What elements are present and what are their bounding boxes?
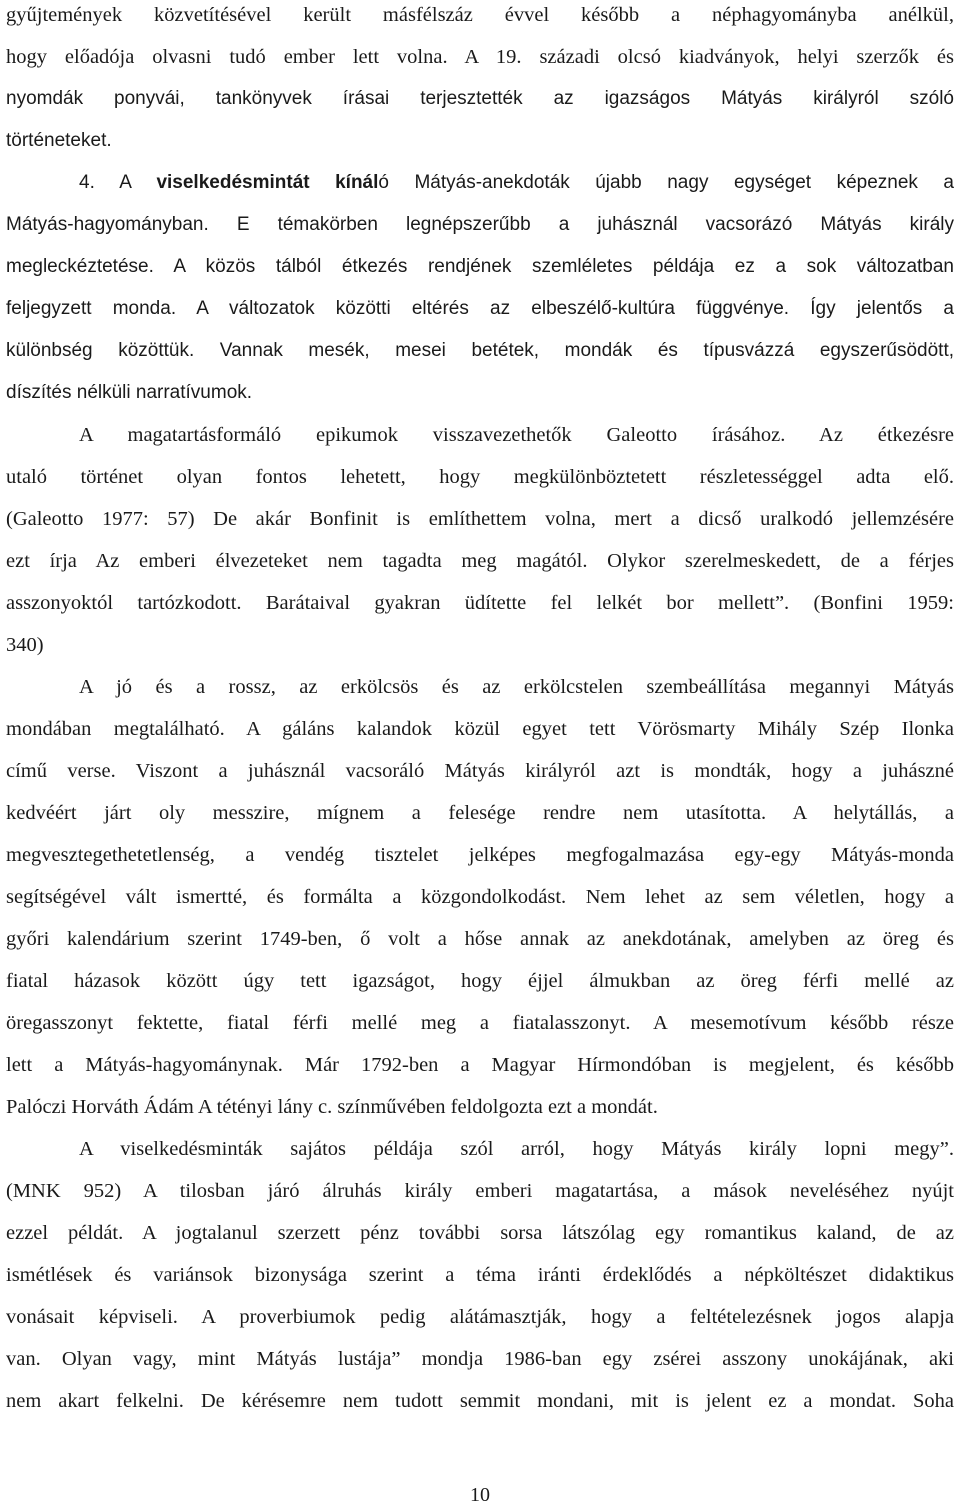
text-line: segítségével vált ismertté, és formálta a közgondolkodást. Nem lehet az sem véletlen, hogy a xyxy=(6,886,954,908)
text-line: ezt írja Az emberi élvezeteket nem tagadta meg magától. Olykor szerelmeskedett, de a férjes xyxy=(6,550,954,572)
section-number: 4. A xyxy=(79,172,157,193)
highlighted-term: viselkedésmintát kínál xyxy=(156,172,379,193)
paragraph-first-line: A magatartásformáló epikumok visszavezethetők Galeotto írásához. Az étkezésre xyxy=(79,424,954,446)
text-line: nem akart felkelni. De kérésemre nem tudott semmit mondani, mit is jelent ez a mondat. Soha xyxy=(6,1390,954,1412)
text-line: gyűjtemények közvetítésével került másfélszáz évvel később a néphagyományba anélkül, xyxy=(6,4,954,26)
text-line: (Galeotto 1977: 57) De akár Bonfinit is említhettem volna, mert a dicső uralkodó jellemzésére xyxy=(6,508,954,530)
text-line: lett a Mátyás-hagyománynak. Már 1792-ben a Magyar Hírmondóban is megjelent, és később xyxy=(6,1054,954,1076)
text-line: feljegyzett monda. A változatok közötti eltérés az elbeszélő-kultúra függvénye. Így jelentős a xyxy=(6,298,954,319)
text-line: öregasszonyt fektette, fiatal férfi mellé meg a fiatalasszonyt. A mesemotívum később része xyxy=(6,1012,954,1034)
text-line: asszonyoktól tartózkodott. Barátaival gyakran üdítette fel lelkét bor mellett”. (Bonfini 1959: xyxy=(6,592,954,614)
text-line: Mátyás-hagyományban. E témakörben legnépszerűbb a juhásznál vacsorázó Mátyás király xyxy=(6,214,954,235)
text-line: megleckéztetése. A közös tálból étkezés rendjének szemléletes példája ez a sok változatban xyxy=(6,256,954,277)
text-line: megvesztegethetetlenség, a vendég tisztelet jelképes megfogalmazása egy-egy Mátyás-monda xyxy=(6,844,954,866)
text-line: nyomdák ponyvái, tankönyvek írásai terjesztették az igazságos Mátyás királyról szóló xyxy=(6,88,954,109)
text-line: Palóczi Horváth Ádám A tétényi lány c. színművében feldolgozta ezt a mondát. xyxy=(6,1096,658,1118)
text-line: vonásait képviseli. A proverbiumok pedig alátámasztják, hogy a feltételezésnek jogos alapja xyxy=(6,1306,954,1328)
text-line: mondában megtalálható. A gáláns kalandok közül egyet tett Vörösmarty Mihály Szép Ilonka xyxy=(6,718,954,740)
text-line: ezzel példát. A jogtalanul szerzett pénz további sorsa látszólag egy romantikus kaland, de az xyxy=(6,1222,954,1244)
heading-continuation: ó Mátyás-anekdoták újabb nagy egységet képeznek a xyxy=(378,172,954,193)
text-line: utaló történet olyan fontos lehetett, hogy megkülönböztetett részletességgel adta elő. xyxy=(6,466,954,488)
text-line: győri kalendárium szerint 1749-ben, ő volt a hőse annak az anekdotának, amelyben az öreg és xyxy=(6,928,954,950)
text-line: (MNK 952) A tilosban járó álruhás király emberi magatartása, a mások neveléséhez nyújt xyxy=(6,1180,954,1202)
text-line: történeteket. xyxy=(6,130,112,151)
section-heading-line xyxy=(79,168,954,198)
page-number: 10 xyxy=(470,1484,490,1506)
text-line: kedvéért járt oly messzire, mígnem a felesége rendre nem utasította. A helytállás, a xyxy=(6,802,954,824)
text-line: című verse. Viszont a juhásznál vacsoráló Mátyás királyról azt is mondták, hogy a juhászné xyxy=(6,760,954,782)
text-line: különbség közöttük. Vannak mesék, mesei betétek, mondák és típusvázzá egyszerűsödött, xyxy=(6,340,954,361)
text-line: fiatal házasok között úgy tett igazságot, hogy éjjel álmukban az öreg férfi mellé az xyxy=(6,970,954,992)
text-line: 340) xyxy=(6,634,44,656)
text-line: díszítés nélküli narratívumok. xyxy=(6,382,253,403)
paragraph-first-line: A viselkedésminták sajátos példája szól arról, hogy Mátyás király lopni megy”. xyxy=(79,1138,954,1160)
text-line: hogy előadója olvasni tudó ember lett volna. A 19. századi olcsó kiadványok, helyi szerzők és xyxy=(6,46,954,68)
text-line: ismétlések és variánsok bizonysága szerint a téma iránti érdeklődés a népköltészet didaktikus xyxy=(6,1264,954,1286)
text-line: van. Olyan vagy, mint Mátyás lustája” mondja 1986-ban egy zsérei asszony unokájának, aki xyxy=(6,1348,954,1370)
paragraph-first-line: A jó és a rossz, az erkölcsös és az erkölcstelen szembeállítása megannyi Mátyás xyxy=(79,676,954,698)
